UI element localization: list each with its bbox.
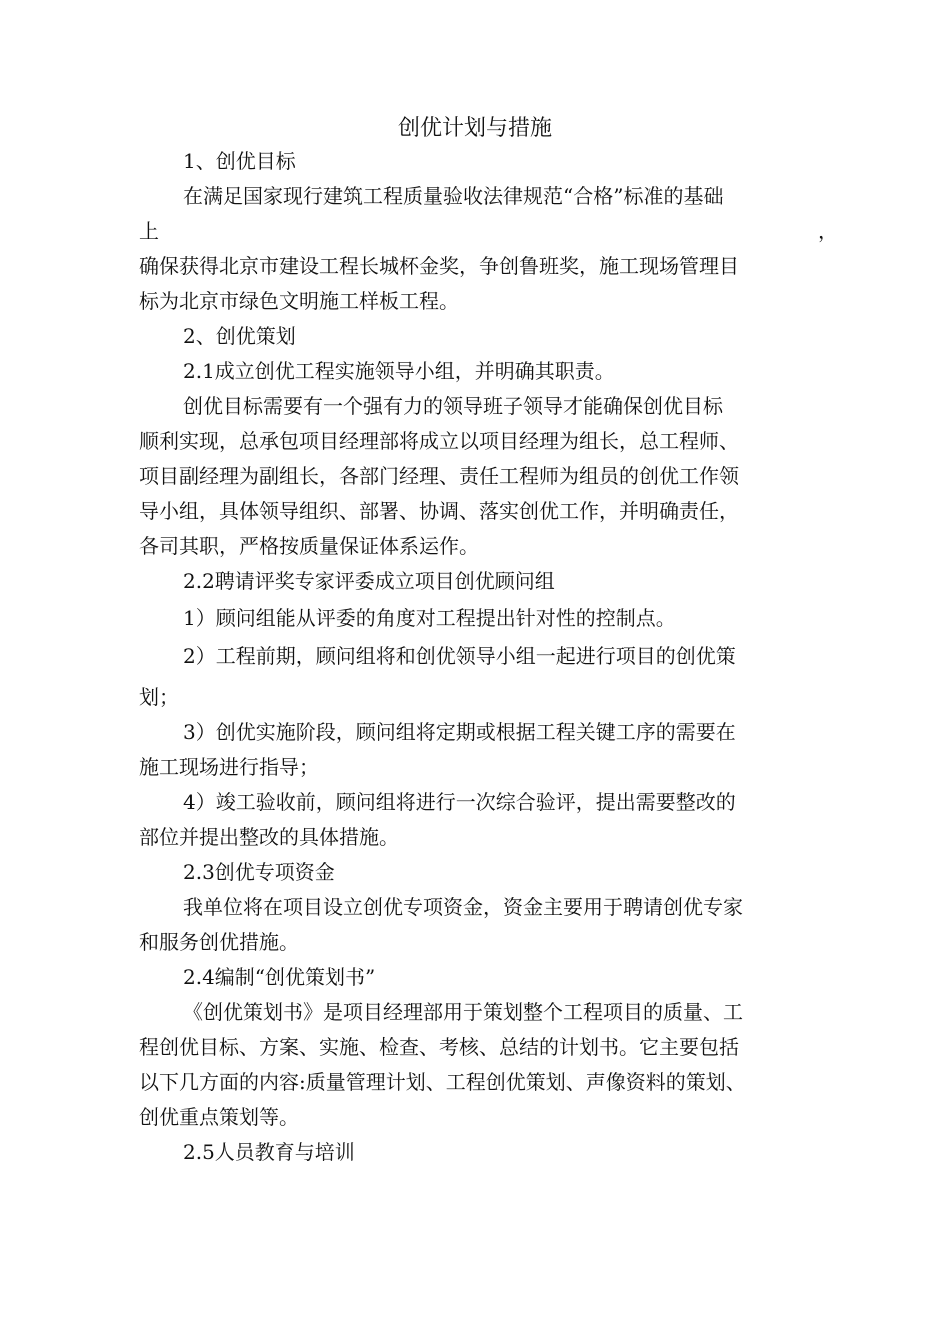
subheading-2-4: 2.4编制“创优策划书” [183, 965, 376, 989]
paragraph-line: 我单位将在项目设立创优专项资金，资金主要用于聘请创优专家 [183, 895, 743, 919]
subheading-2-5: 2.5人员教育与培训 [183, 1140, 355, 1164]
paragraph-line: ， [818, 219, 838, 243]
paragraph-line: 项目副经理为副组长，各部门经理、责任工程师为组员的创优工作领 [139, 464, 739, 488]
paragraph-line: 程创优目标、方案、实施、检查、考核、总结的计划书。它主要包括 [139, 1035, 739, 1059]
paragraph-line: 划； [139, 685, 179, 709]
subheading-2-2: 2.2聘请评奖专家评委成立项目创优顾问组 [183, 569, 555, 593]
paragraph-line: 施工现场进行指导； [139, 755, 319, 779]
paragraph-line: 《创优策划书》是项目经理部用于策划整个工程项目的质量、工 [183, 1000, 743, 1024]
subheading-2-3: 2.3创优专项资金 [183, 860, 335, 884]
paragraph-line: 标为北京市绿色文明施工样板工程。 [139, 289, 459, 313]
subheading-2-1: 2.1成立创优工程实施领导小组，并明确其职责。 [183, 359, 615, 383]
paragraph-line: 顺利实现，总承包项目经理部将成立以项目经理为组长，总工程师、 [139, 429, 739, 453]
paragraph-line: 上 [139, 219, 159, 243]
paragraph-line: 确保获得北京市建设工程长城杯金奖，争创鲁班奖，施工现场管理目 [139, 254, 739, 278]
list-item: 1）顾问组能从评委的角度对工程提出针对性的控制点。 [183, 606, 676, 630]
heading-goal: 1、创优目标 [183, 149, 296, 173]
paragraph-line: 创优目标需要有一个强有力的领导班子领导才能确保创优目标 [183, 394, 723, 418]
list-item: 2）工程前期，顾问组将和创优领导小组一起进行项目的创优策 [183, 644, 736, 668]
list-item: 4）竣工验收前，顾问组将进行一次综合验评，提出需要整改的 [183, 790, 736, 814]
paragraph-line: 导小组，具体领导组织、部署、协调、落实创优工作，并明确责任， [139, 499, 739, 523]
paragraph-line: 各司其职，严格按质量保证体系运作。 [139, 534, 479, 558]
list-item: 3）创优实施阶段，顾问组将定期或根据工程关键工序的需要在 [183, 720, 736, 744]
paragraph-line: 在满足国家现行建筑工程质量验收法律规范“合格”标准的基础 [183, 184, 724, 208]
document-title: 创优计划与措施 [397, 116, 552, 141]
paragraph-line: 创优重点策划等。 [139, 1105, 299, 1129]
paragraph-line: 部位并提出整改的具体措施。 [139, 825, 399, 849]
heading-planning: 2、创优策划 [183, 324, 296, 348]
paragraph-line: 和服务创优措施。 [139, 930, 299, 954]
paragraph-line: 以下几方面的内容:质量管理计划、工程创优策划、声像资料的策划、 [139, 1070, 746, 1094]
